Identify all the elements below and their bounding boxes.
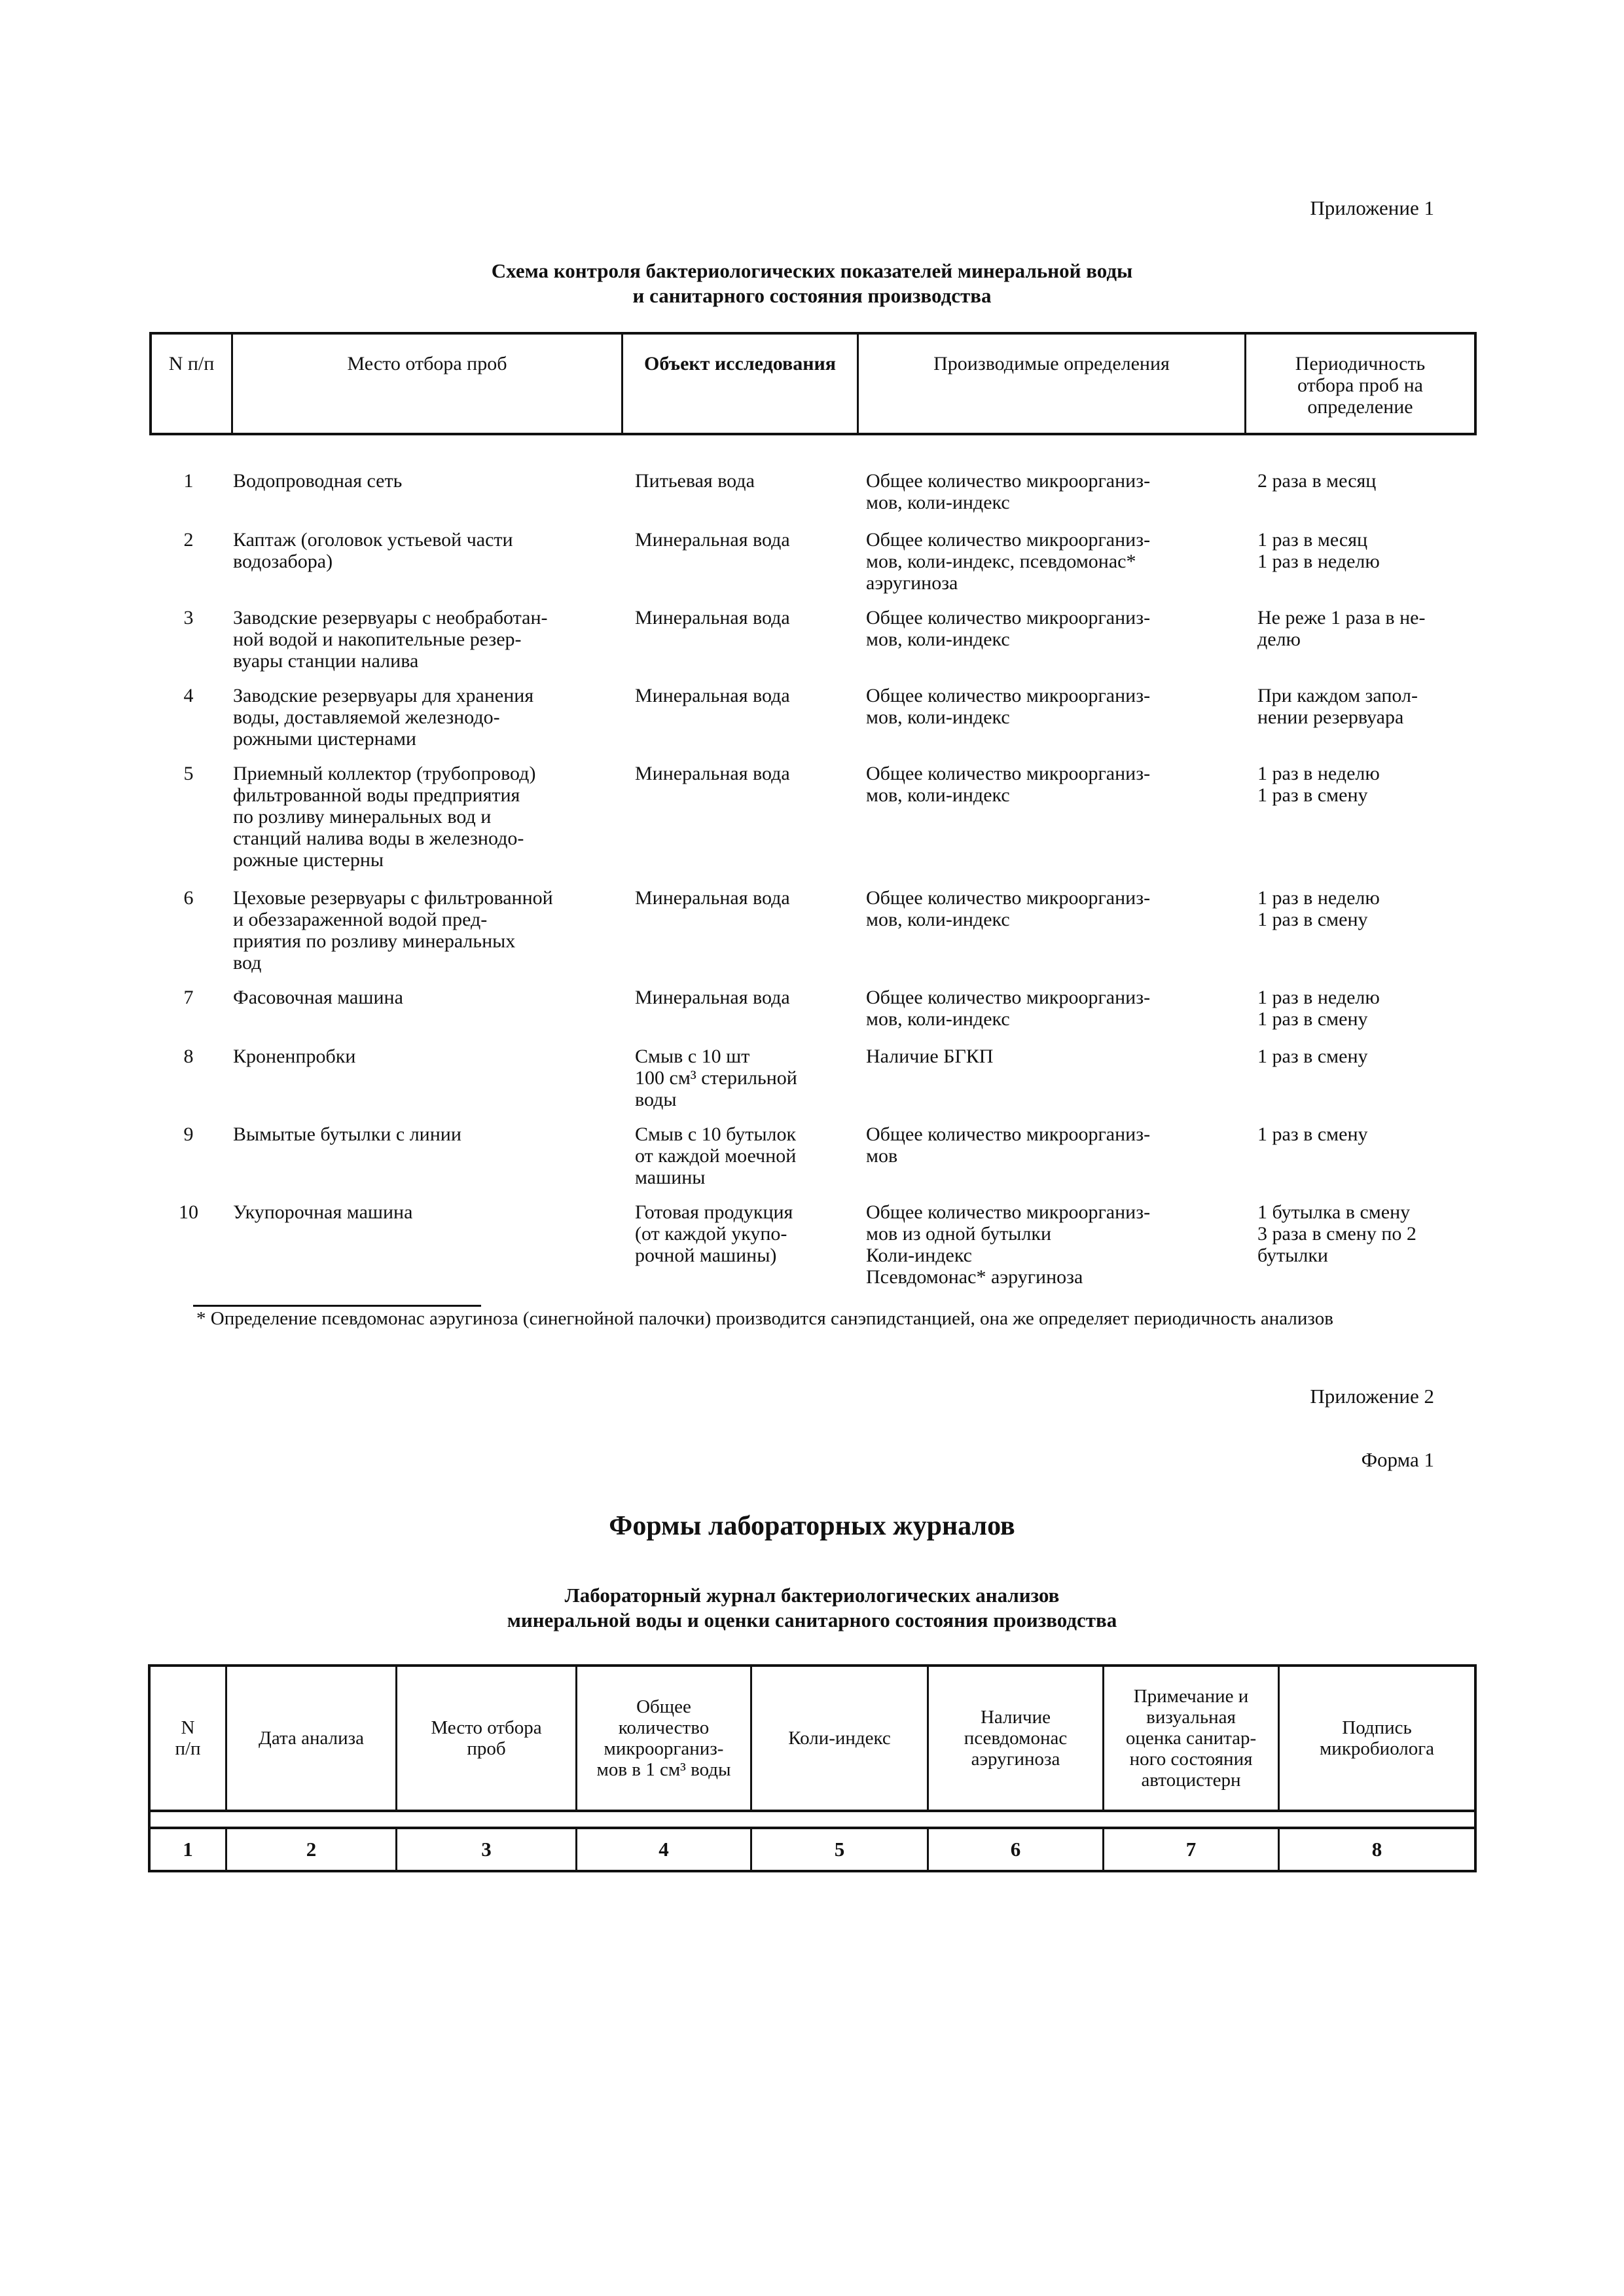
appendix-2-label: Приложение 2 [1310, 1385, 1434, 1408]
determinations: Общее количество микроорганиз- мов, коли-индекс [866, 763, 1151, 806]
header-object: Объект исследования [623, 335, 859, 433]
footnote-divider [193, 1305, 481, 1307]
row-number: 9 [183, 1123, 194, 1145]
determinations: Общее количество микроорганиз- мов, коли-индекс [866, 987, 1151, 1030]
determinations: Общее количество микроорганиз- мов, коли-индекс [866, 685, 1151, 728]
research-object: Готовая продукция (от каждой укупо- рочной машины) [635, 1201, 793, 1266]
forms-title: Формы лабораторных журналов [609, 1511, 1015, 1541]
journal-column-number: 1 [151, 1829, 227, 1870]
determinations: Общее количество микроорганиз- мов, коли-индекс, псевдомонас* аэругиноза [866, 529, 1151, 594]
row-number: 3 [183, 607, 194, 629]
journal-header-cell: N п/п [151, 1667, 227, 1810]
research-object: Питьевая вода [635, 470, 755, 492]
journal-column-number: 5 [752, 1829, 929, 1870]
header-place: Место отбора проб [233, 335, 623, 433]
determinations: Общее количество микроорганиз- мов, коли-индекс [866, 887, 1151, 930]
periodicity: 1 раз в смену [1257, 1123, 1368, 1145]
sampling-place: Укупорочная машина [233, 1201, 413, 1223]
row-number: 5 [183, 763, 194, 784]
sampling-place: Кроненпробки [233, 1046, 356, 1067]
research-object: Минеральная вода [635, 987, 790, 1008]
row-number: 7 [183, 987, 194, 1008]
journal-column-number: 2 [227, 1829, 397, 1870]
periodicity: Не реже 1 раза в не- делю [1257, 607, 1426, 650]
determinations: Общее количество микроорганиз- мов из одной бутылки Коли-индекс Псевдомонас* аэругиноза [866, 1201, 1151, 1288]
journal-column-number: 6 [929, 1829, 1104, 1870]
sampling-place: Приемный коллектор (трубопровод) фильтрованной воды предприятия по розливу минеральных вод и станций налива воды в железнодо- рожные цистерны [233, 763, 536, 871]
journal-column-number: 4 [577, 1829, 752, 1870]
form-1-label: Форма 1 [1361, 1448, 1434, 1471]
row-number: 10 [179, 1201, 198, 1223]
journal-table-number-row [151, 1827, 1474, 1870]
periodicity: 1 раз в неделю 1 раз в смену [1257, 887, 1380, 930]
journal-table-header [151, 1667, 1474, 1812]
research-object: Минеральная вода [635, 887, 790, 909]
sampling-place: Фасовочная машина [233, 987, 403, 1008]
footnote: * Определение псевдомонас аэругиноза (синегнойной палочки) производится санэпидстанцией, она же определяет периодичность анализов [196, 1308, 1333, 1329]
research-object: Минеральная вода [635, 529, 790, 551]
research-object: Минеральная вода [635, 607, 790, 629]
periodicity: 2 раза в месяц [1257, 470, 1377, 492]
row-number: 6 [183, 887, 194, 909]
scheme-title: Схема контроля бактериологических показателей минеральной воды и санитарного состояния производства [491, 259, 1133, 307]
journal-column-number: 3 [397, 1829, 577, 1870]
row-number: 1 [183, 470, 194, 492]
sampling-place: Заводские резервуары с необработан- ной водой и накопительные резер- вуары станции налива [233, 607, 548, 672]
journal-table [148, 1664, 1477, 1872]
journal-header-cell: Наличие псевдомонас аэругиноза [929, 1667, 1104, 1810]
research-object: Минеральная вода [635, 685, 790, 706]
journal-header-cell: Коли-индекс [752, 1667, 929, 1810]
periodicity: 1 раз в неделю 1 раз в смену [1257, 763, 1380, 806]
journal-header-cell: Примечание и визуальная оценка санитар- ного состояния автоцистерн [1104, 1667, 1280, 1810]
determinations: Наличие БГКП [866, 1046, 994, 1067]
journal-header-cell: Общее количество микроорганиз- мов в 1 см³ воды [577, 1667, 752, 1810]
sampling-place: Цеховые резервуары с фильтрованной и обеззараженной водой пред- приятия по розливу минеральных вод [233, 887, 553, 974]
row-number: 8 [183, 1046, 194, 1067]
row-number: 4 [183, 685, 194, 706]
journal-column-number: 7 [1104, 1829, 1280, 1870]
journal-header-cell: Подпись микробиолога [1319, 1717, 1435, 1759]
journal-header-cell: Место отбора проб [397, 1667, 577, 1810]
research-object: Минеральная вода [635, 763, 790, 784]
appendix-1-label: Приложение 1 [1310, 196, 1434, 219]
periodicity: 1 раз в смену [1257, 1046, 1368, 1067]
determinations: Общее количество микроорганиз- мов, коли-индекс [866, 470, 1151, 513]
header-periodicity: Периодичность отбора проб на определение [1295, 353, 1426, 418]
periodicity: 1 бутылка в смену 3 раза в смену по 2 бутылки [1257, 1201, 1416, 1266]
periodicity: 1 раз в месяц 1 раз в неделю [1257, 529, 1380, 572]
sampling-place: Водопроводная сеть [233, 470, 403, 492]
row-number: 2 [183, 529, 194, 551]
determinations: Общее количество микроорганиз- мов [866, 1123, 1151, 1167]
header-determinations: Производимые определения [859, 335, 1246, 433]
table1-header [149, 332, 1477, 435]
periodicity: При каждом запол- нении резервуара [1257, 685, 1418, 728]
journal-header-cell: Дата анализа [227, 1667, 397, 1810]
sampling-place: Каптаж (оголовок устьевой части водозабора) [233, 529, 513, 572]
research-object: Смыв с 10 шт 100 см³ стерильной воды [635, 1046, 797, 1110]
research-object: Смыв с 10 бутылок от каждой моечной машины [635, 1123, 797, 1188]
header-num: N п/п [152, 335, 233, 433]
journal-column-number: 8 [1371, 1838, 1382, 1861]
determinations: Общее количество микроорганиз- мов, коли-индекс [866, 607, 1151, 650]
sampling-place: Заводские резервуары для хранения воды, доставляемой железнодо- рожными цистернами [233, 685, 534, 750]
periodicity: 1 раз в неделю 1 раз в смену [1257, 987, 1380, 1030]
journal-title: Лабораторный журнал бактериологических анализов минеральной воды и оценки санитарного состояния производства [507, 1584, 1117, 1631]
sampling-place: Вымытые бутылки с линии [233, 1123, 461, 1145]
